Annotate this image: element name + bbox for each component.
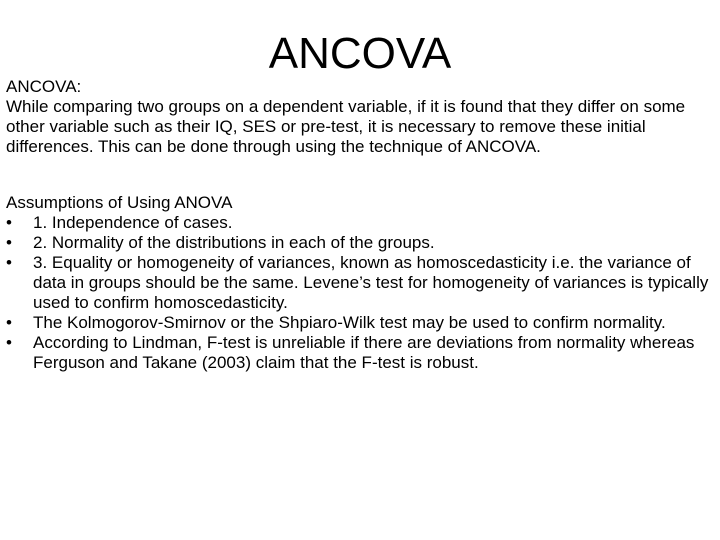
slide-content: [6, 77, 712, 373]
bullet-icon: •: [6, 333, 12, 352]
bullet-icon: •: [6, 233, 12, 252]
bullet-icon: •: [6, 253, 12, 272]
list-item: [6, 213, 712, 233]
ancova-paragraph: While comparing two groups on a dependent variable, if it is found that they differ on some other variable such as their IQ, SES or pre-test, it is necessary to remove these initial differences. This can be done through using the technique of ANCOVA.: [6, 97, 686, 156]
list-item-text: 1. Independence of cases.: [33, 213, 233, 232]
list-item-text: 3. Equality or homogeneity of variances, known as homoscedasticity i.e. the variance of data in groups should be the same. Levene’s test for homogeneity of variances is typically used to confirm homoscedasticity.: [33, 253, 709, 312]
bullet-icon: •: [6, 213, 12, 232]
assumptions-list: [6, 213, 712, 373]
list-item: [6, 233, 712, 253]
list-item-text: 2. Normality of the distributions in each of the groups.: [33, 233, 435, 252]
list-item: [6, 253, 712, 313]
slide-title: ANCOVA: [268, 29, 452, 78]
section-spacer: [6, 157, 712, 193]
list-item-text: According to Lindman, F-test is unreliable if there are deviations from normality whereas Ferguson and Takane (2003) claim that the F-test is robust.: [33, 333, 695, 372]
list-item: [6, 333, 712, 373]
assumptions-heading: Assumptions of Using ANOVA: [6, 193, 233, 212]
bullet-icon: •: [6, 313, 12, 332]
list-item-text: The Kolmogorov-Smirnov or the Shpiaro-Wilk test may be used to confirm normality.: [33, 313, 666, 332]
list-item: [6, 313, 712, 333]
ancova-heading: ANCOVA:: [6, 77, 82, 96]
